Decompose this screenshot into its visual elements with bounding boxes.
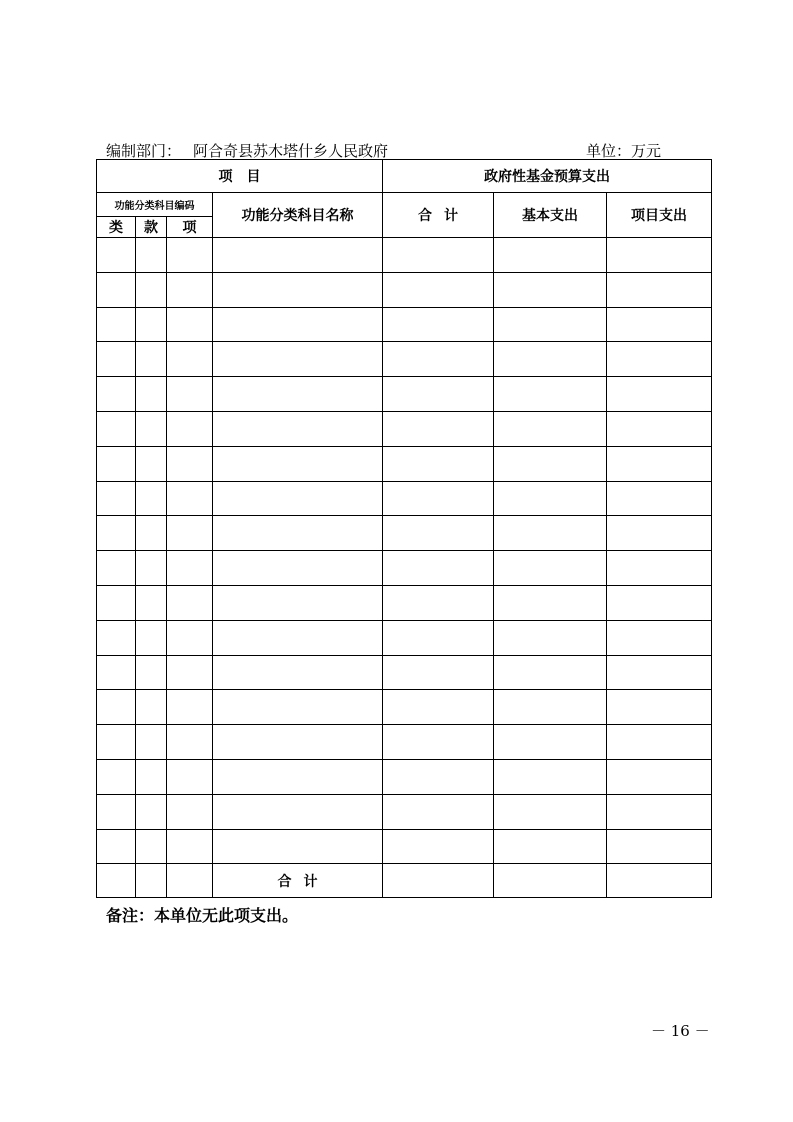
- footnote: 备注：本单位无此项支出。: [106, 906, 299, 925]
- table-cell: [494, 377, 607, 412]
- table-cell: [167, 272, 213, 307]
- table-cell: [136, 759, 167, 794]
- table-cell: [607, 725, 712, 760]
- table-cell: [213, 272, 383, 307]
- table-row: [97, 759, 712, 794]
- table-cell: [494, 794, 607, 829]
- table-row: [97, 446, 712, 481]
- header-row-1: [97, 160, 712, 193]
- table-cell: [607, 377, 712, 412]
- table-cell: [213, 725, 383, 760]
- table-cell: [97, 516, 136, 551]
- table-cell: [97, 446, 136, 481]
- table-cell: [494, 585, 607, 620]
- project-column-header: 项目支出: [607, 193, 712, 238]
- table-cell: [607, 481, 712, 516]
- table-cell: [383, 342, 494, 377]
- table-cell: [213, 829, 383, 864]
- table-row: [97, 238, 712, 273]
- name-column-header: 功能分类科目名称: [213, 193, 383, 238]
- table-cell: [607, 829, 712, 864]
- total-cell: [383, 864, 494, 898]
- table-cell: [383, 377, 494, 412]
- table-cell: [383, 725, 494, 760]
- table-cell: [136, 794, 167, 829]
- table-cell: [607, 690, 712, 725]
- table-cell: [383, 829, 494, 864]
- table-cell: [213, 411, 383, 446]
- table-cell: [213, 551, 383, 586]
- table-cell: [494, 411, 607, 446]
- table-cell: [136, 620, 167, 655]
- table-cell: [383, 411, 494, 446]
- table-cell: [136, 238, 167, 273]
- table-cell: [607, 551, 712, 586]
- table-row: [97, 377, 712, 412]
- table-row: [97, 725, 712, 760]
- table-cell: [383, 481, 494, 516]
- total-row: [97, 864, 712, 898]
- unit-label: 单位：万元: [586, 142, 662, 160]
- table-cell: [213, 307, 383, 342]
- table-cell: [213, 655, 383, 690]
- table-row: [97, 829, 712, 864]
- table-cell: [97, 481, 136, 516]
- code-group-header: 功能分类科目编码: [97, 193, 213, 217]
- department-value: 阿合奇县苏木塔什乡人民政府: [193, 142, 389, 160]
- table-cell: [97, 794, 136, 829]
- table-cell: [167, 829, 213, 864]
- table-cell: [97, 585, 136, 620]
- table-cell: [383, 551, 494, 586]
- table-cell: [494, 446, 607, 481]
- total-row-label: 合计: [213, 864, 383, 898]
- table-cell: [607, 655, 712, 690]
- table-cell: [213, 377, 383, 412]
- table-cell: [494, 481, 607, 516]
- table-cell: [97, 307, 136, 342]
- table-cell: [383, 516, 494, 551]
- table-cell: [97, 411, 136, 446]
- table-cell: [494, 516, 607, 551]
- total-cell: [136, 864, 167, 898]
- table-row: [97, 551, 712, 586]
- table-cell: [383, 238, 494, 273]
- table-cell: [97, 272, 136, 307]
- table-row: [97, 620, 712, 655]
- table-row: [97, 272, 712, 307]
- page-number: － 16 －: [651, 1022, 710, 1040]
- table-cell: [383, 446, 494, 481]
- table-cell: [167, 411, 213, 446]
- table-cell: [607, 794, 712, 829]
- table-cell: [167, 551, 213, 586]
- table-cell: [607, 516, 712, 551]
- table-cell: [607, 446, 712, 481]
- table-cell: [167, 307, 213, 342]
- table-cell: [607, 411, 712, 446]
- table-cell: [97, 551, 136, 586]
- table-cell: [213, 794, 383, 829]
- table-cell: [213, 481, 383, 516]
- table-cell: [494, 342, 607, 377]
- table-cell: [97, 725, 136, 760]
- table-cell: [494, 238, 607, 273]
- table-cell: [383, 759, 494, 794]
- table-cell: [494, 655, 607, 690]
- basic-column-header: 基本支出: [494, 193, 607, 238]
- table-row: [97, 585, 712, 620]
- table-cell: [607, 759, 712, 794]
- table-cell: [383, 620, 494, 655]
- code-col-section: 款: [136, 217, 167, 238]
- table-cell: [136, 551, 167, 586]
- table-cell: [383, 272, 494, 307]
- total-cell: [167, 864, 213, 898]
- table-cell: [167, 620, 213, 655]
- table-cell: [136, 655, 167, 690]
- table-cell: [213, 342, 383, 377]
- table-cell: [136, 342, 167, 377]
- table-cell: [97, 829, 136, 864]
- table-cell: [97, 690, 136, 725]
- table-cell: [136, 725, 167, 760]
- table-cell: [607, 620, 712, 655]
- table-row: [97, 481, 712, 516]
- table-cell: [383, 307, 494, 342]
- table-cell: [167, 585, 213, 620]
- code-col-item: 项: [167, 217, 213, 238]
- table-row: [97, 516, 712, 551]
- table-cell: [167, 377, 213, 412]
- budget-table: [96, 159, 712, 898]
- table-cell: [136, 377, 167, 412]
- table-cell: [213, 446, 383, 481]
- table-cell: [213, 759, 383, 794]
- table-cell: [167, 238, 213, 273]
- table-cell: [383, 794, 494, 829]
- table-cell: [97, 238, 136, 273]
- table-cell: [167, 342, 213, 377]
- table-cell: [607, 272, 712, 307]
- table-cell: [213, 690, 383, 725]
- table-header-line: [106, 140, 710, 160]
- table-row: [97, 794, 712, 829]
- table-cell: [167, 759, 213, 794]
- table-cell: [136, 690, 167, 725]
- fund-group-header: 政府性基金预算支出: [383, 160, 712, 193]
- table-cell: [167, 690, 213, 725]
- table-cell: [136, 585, 167, 620]
- table-cell: [494, 551, 607, 586]
- table-cell: [167, 481, 213, 516]
- table-cell: [383, 655, 494, 690]
- table-cell: [97, 342, 136, 377]
- table-cell: [167, 446, 213, 481]
- table-cell: [97, 620, 136, 655]
- table-row: [97, 655, 712, 690]
- table-cell: [136, 516, 167, 551]
- header-row-2: [97, 193, 712, 217]
- total-cell: [607, 864, 712, 898]
- item-group-header: 项目: [97, 160, 383, 193]
- table-cell: [213, 238, 383, 273]
- table-cell: [494, 272, 607, 307]
- table-cell: [167, 794, 213, 829]
- table-cell: [136, 481, 167, 516]
- table-cell: [136, 446, 167, 481]
- table-cell: [136, 411, 167, 446]
- department: [106, 140, 388, 161]
- table-cell: [494, 307, 607, 342]
- table-cell: [167, 655, 213, 690]
- table-row: [97, 411, 712, 446]
- table-cell: [494, 725, 607, 760]
- table-cell: [607, 307, 712, 342]
- table-cell: [213, 585, 383, 620]
- department-label: 编制部门：: [106, 142, 182, 160]
- table-cell: [97, 655, 136, 690]
- table-cell: [136, 307, 167, 342]
- table-cell: [494, 829, 607, 864]
- total-cell: [97, 864, 136, 898]
- table-cell: [97, 377, 136, 412]
- table-row: [97, 342, 712, 377]
- table-cell: [494, 759, 607, 794]
- table-cell: [136, 272, 167, 307]
- total-cell: [494, 864, 607, 898]
- table-cell: [607, 585, 712, 620]
- table-cell: [494, 620, 607, 655]
- table-cell: [213, 620, 383, 655]
- table-cell: [494, 690, 607, 725]
- table-cell: [607, 342, 712, 377]
- table-cell: [136, 829, 167, 864]
- table-cell: [607, 238, 712, 273]
- table-cell: [383, 690, 494, 725]
- table-cell: [213, 516, 383, 551]
- table-cell: [167, 516, 213, 551]
- table-row: [97, 307, 712, 342]
- table-cell: [97, 759, 136, 794]
- table-cell: [383, 585, 494, 620]
- table-cell: [167, 725, 213, 760]
- total-column-header: 合计: [383, 193, 494, 238]
- code-col-class: 类: [97, 217, 136, 238]
- table-row: [97, 690, 712, 725]
